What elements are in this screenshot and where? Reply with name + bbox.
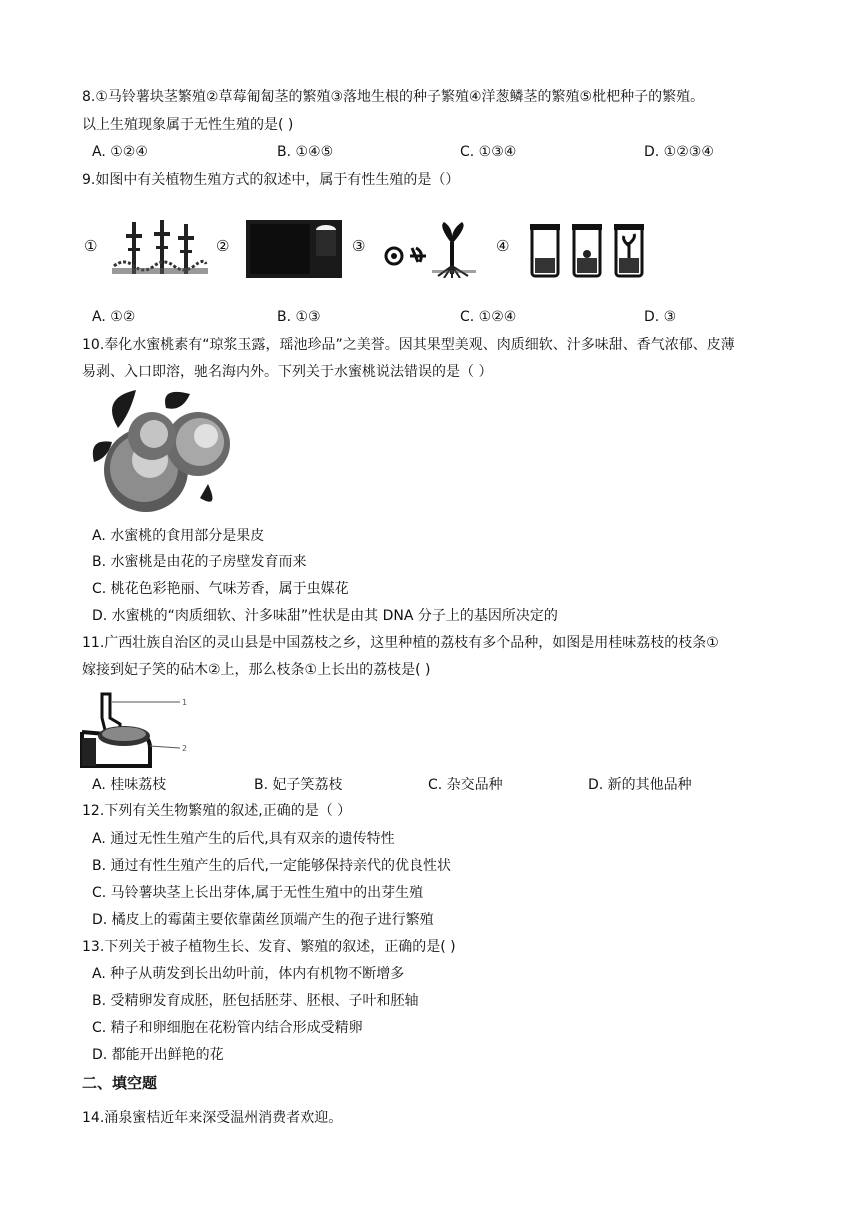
grafting-figure <box>80 688 192 768</box>
q10-option-b[interactable]: B. 水蜜桃是由花的子房壁发育而来 <box>92 554 307 570</box>
q10-option-a[interactable]: A. 水蜜桃的食用部分是果皮 <box>92 528 265 544</box>
q12-option-b[interactable]: B. 通过有性生殖产生的后代,一定能够保持亲代的优良性状 <box>92 858 451 874</box>
svg-text:1: 1 <box>182 698 188 707</box>
q8-option-d[interactable]: D. ①②③④ <box>644 144 714 160</box>
q11-option-b[interactable]: B. 妃子笑荔枝 <box>254 777 343 793</box>
q12-option-a[interactable]: A. 通过无性生殖产生的后代,具有双亲的遗传特性 <box>92 831 395 847</box>
q9-option-d[interactable]: D. ③ <box>644 309 677 325</box>
q9-option-b[interactable]: B. ①③ <box>277 309 321 325</box>
q9-fig-label-1: ① <box>84 237 98 255</box>
q11-stem-line2: 嫁接到妃子笑的砧木②上，那么枝条①上长出的荔枝是( ) <box>82 662 431 678</box>
q13-option-a[interactable]: A. 种子从萌发到长出幼叶前，体内有机物不断增多 <box>92 966 405 982</box>
q9-stem: 9.如图中有关植物生殖方式的叙述中，属于有性生殖的是（） <box>82 172 460 188</box>
q13-option-b[interactable]: B. 受精卵发育成胚，胚包括胚芽、胚根、子叶和胚轴 <box>92 993 419 1009</box>
q9-option-c[interactable]: C. ①②④ <box>460 309 517 325</box>
q11-option-a[interactable]: A. 桂味荔枝 <box>92 777 167 793</box>
q8-option-c[interactable]: C. ①③④ <box>460 144 517 160</box>
q8-option-b[interactable]: B. ①④⑤ <box>277 144 334 160</box>
q13-option-d[interactable]: D. 都能开出鲜艳的花 <box>92 1047 224 1063</box>
q9-fig-label-4: ④ <box>496 237 510 255</box>
seed-germination-figure <box>382 218 490 278</box>
q11-stem-line1: 11.广西壮族自治区的灵山县是中国荔枝之乡，这里种植的荔枝有多个品种，如图是用桂味荔枝的枝条① <box>82 635 719 651</box>
q8-stem-line2: 以上生殖现象属于无性生殖的是( ) <box>82 117 294 133</box>
dark-culture-figure <box>246 220 342 278</box>
svg-text:2: 2 <box>182 744 188 753</box>
q9-option-a[interactable]: A. ①② <box>92 309 136 325</box>
tissue-culture-tubes-figure <box>528 222 648 280</box>
q11-options <box>92 775 772 795</box>
q8-options <box>92 142 772 162</box>
q10-option-c[interactable]: C. 桃花色彩艳丽、气味芳香，属于虫媒花 <box>92 581 349 597</box>
q9-options <box>92 307 772 327</box>
q11-option-c[interactable]: C. 杂交品种 <box>428 777 503 793</box>
q12-option-c[interactable]: C. 马铃薯块茎上长出芽体,属于无性生殖中的出芽生殖 <box>92 885 424 901</box>
q13-option-c[interactable]: C. 精子和卵细胞在花粉管内结合形成受精卵 <box>92 1020 363 1036</box>
q9-fig-label-3: ③ <box>352 237 366 255</box>
q13-stem: 13.下列关于被子植物生长、发育、繁殖的叙述，正确的是( ) <box>82 939 456 955</box>
section-fill-in-blank-heading: 二、填空题 <box>82 1074 158 1092</box>
q8-stem-line1: 8.①马铃薯块茎繁殖②草莓匍匐茎的繁殖③落地生根的种子繁殖④洋葱鳞茎的繁殖⑤枇杷种子的繁殖。 <box>82 89 705 105</box>
q10-stem-line1: 10.奉化水蜜桃素有“琼浆玉露，瑶池珍品”之美誉。因其果型美观、肉质细软、汁多味甜、香气浓郁、皮薄 <box>82 337 735 353</box>
runner-propagation-figure <box>112 218 208 278</box>
honey-peach-figure <box>90 388 232 512</box>
q10-stem-line2: 易剥、入口即溶，驰名海内外。下列关于水蜜桃说法错误的是（ ） <box>82 364 493 380</box>
q10-option-d[interactable]: D. 水蜜桃的“肉质细软、汁多味甜”性状是由其 DNA 分子上的基因所决定的 <box>92 608 558 624</box>
q9-fig-label-2: ② <box>216 237 230 255</box>
q12-stem: 12.下列有关生物繁殖的叙述,正确的是（ ） <box>82 803 352 819</box>
q11-option-d[interactable]: D. 新的其他品种 <box>588 777 692 793</box>
q14-stem: 14.涌泉蜜桔近年来深受温州消费者欢迎。 <box>82 1110 343 1126</box>
q12-option-d[interactable]: D. 橘皮上的霉菌主要依靠菌丝顶端产生的孢子进行繁殖 <box>92 912 434 928</box>
q8-option-a[interactable]: A. ①②④ <box>92 144 148 160</box>
